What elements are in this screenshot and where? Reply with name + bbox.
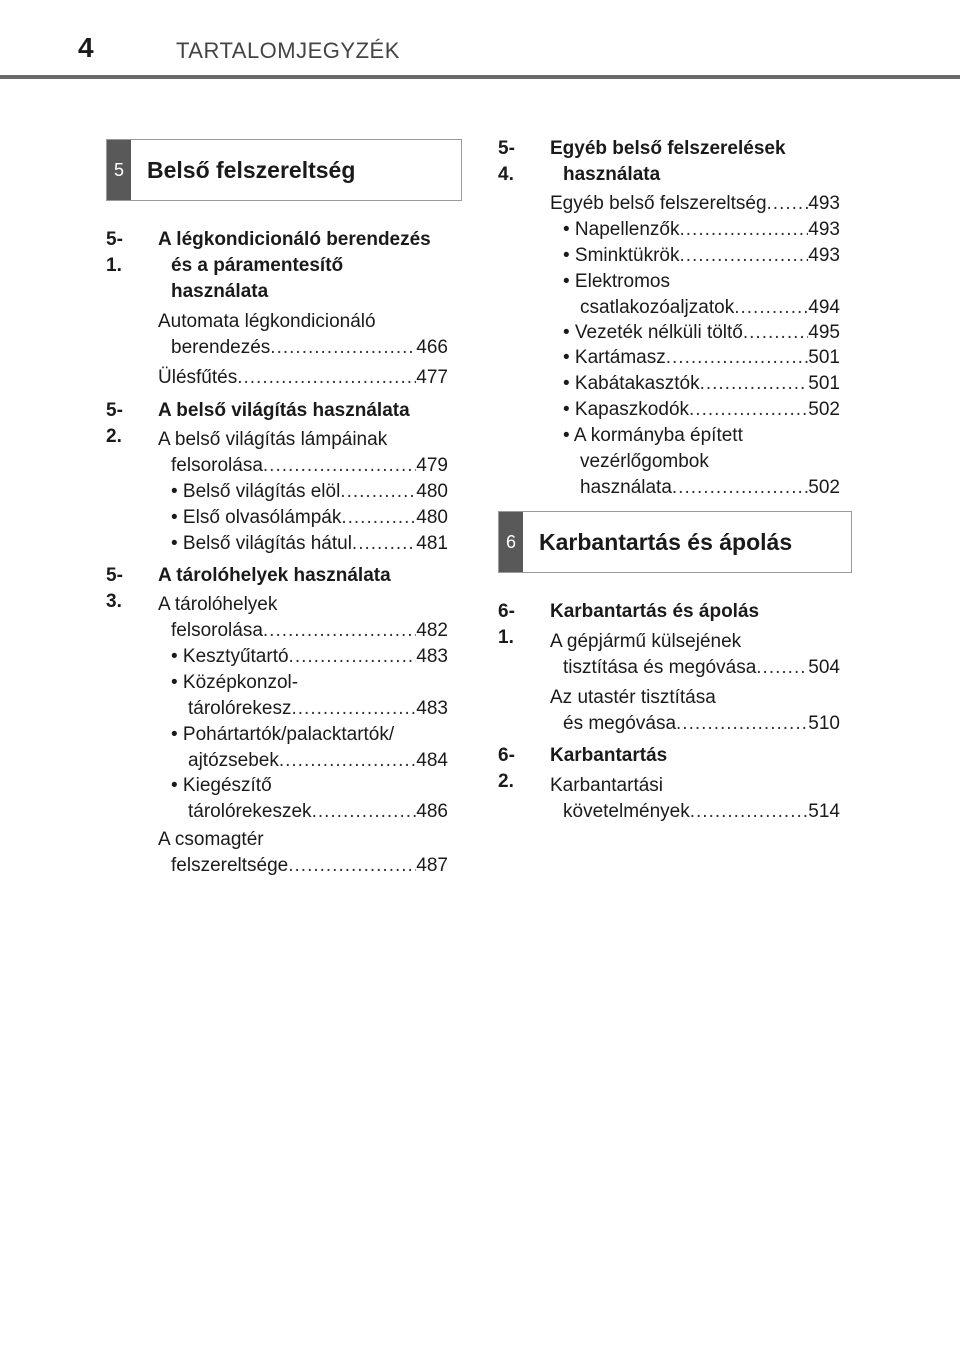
toc-entry[interactable]: • Középkonzol- tárolórekesz ..... 483: [158, 670, 448, 722]
section-number: 5: [107, 140, 131, 200]
toc-entry[interactable]: Az utastér tisztítása és megóvása ..... 510: [550, 685, 840, 737]
section-title: Belső felszereltség: [147, 157, 356, 183]
subsection-number: 5-3.: [106, 565, 123, 612]
toc-entry[interactable]: • Vezeték nélküli töltő ..... 495: [550, 320, 840, 346]
toc-entry[interactable]: Egyéb belső felszereltség ..... 493: [550, 191, 840, 217]
page-title: TARTALOMJEGYZÉK: [176, 38, 400, 63]
subsection-title-cont: használata: [171, 281, 269, 302]
subsection-number: 5-2.: [106, 400, 123, 447]
subsection-number: 6-2.: [498, 745, 515, 792]
toc-entry[interactable]: • Kartámasz ..... 501: [550, 345, 840, 371]
subsection-title: Karbantartás: [550, 745, 668, 766]
subsection-number: 6-1.: [498, 601, 515, 648]
subsection-title-cont: használata: [563, 164, 661, 185]
toc-entry[interactable]: • Sminktükrök ..... 493: [550, 243, 840, 269]
subsection-title: Karbantartás és ápolás: [550, 601, 760, 622]
toc-entry[interactable]: A belső világítás lámpáinak felsorolása ..... 479: [158, 427, 448, 479]
toc-entry[interactable]: • Belső világítás elöl ..... 480: [158, 479, 448, 505]
toc-entry[interactable]: • Kapaszkodók ..... 502: [550, 397, 840, 423]
subsection-title-cont: és a páramentesítő: [171, 255, 344, 276]
section-number: 6: [499, 512, 523, 572]
toc-entry[interactable]: Automata légkondicionáló berendezés ..... 466: [158, 309, 448, 361]
toc-entry[interactable]: • Kiegészítő tárolórekeszek ..... 486: [158, 773, 448, 825]
subsection-number: 5-1.: [106, 229, 123, 276]
toc-entry[interactable]: A gépjármű külsejének tisztítása és megóvása ..... 504: [550, 629, 840, 681]
header-divider: [0, 75, 960, 79]
section-title: Karbantartás és ápolás: [539, 529, 793, 555]
toc-entry[interactable]: • Kesztyűtartó ..... 483: [158, 644, 448, 670]
subsection-title: A tárolóhelyek használata: [158, 565, 391, 586]
subsection-title: A légkondicionáló berendezés: [158, 229, 431, 250]
subsection-title: A belső világítás használata: [158, 400, 410, 421]
toc-entry[interactable]: • Első olvasólámpák ..... 480: [158, 505, 448, 531]
toc-entry[interactable]: • Belső világítás hátul ..... 481: [158, 531, 448, 557]
subsection-title: Egyéb belső felszerelések: [550, 138, 786, 159]
toc-entry[interactable]: • Kabátakasztók ..... 501: [550, 371, 840, 397]
toc-entry[interactable]: Ülésfűtés ..... 477: [158, 365, 448, 391]
page-number: 4: [78, 32, 94, 63]
toc-entry[interactable]: Karbantartási követelmények ..... 514: [550, 773, 840, 825]
section-6-header: [498, 511, 852, 573]
toc-entry[interactable]: • Pohártartók/palacktartók/ ajtózsebek ..... 484: [158, 722, 448, 774]
page-header: [0, 0, 960, 80]
toc-entry[interactable]: A csomagtér felszereltsége ..... 487: [158, 827, 448, 879]
subsection-number: 5-4.: [498, 138, 515, 185]
toc-entry[interactable]: A tárolóhelyek felsorolása ..... 482: [158, 592, 448, 644]
toc-entry[interactable]: • Napellenzők ..... 493: [550, 217, 840, 243]
toc-entry[interactable]: • A kormányba épített vezérlőgombok használata ..... 502: [550, 423, 840, 501]
toc-entry[interactable]: • Elektromos csatlakozóaljzatok ..... 494: [550, 269, 840, 321]
section-5-header: [106, 139, 462, 201]
